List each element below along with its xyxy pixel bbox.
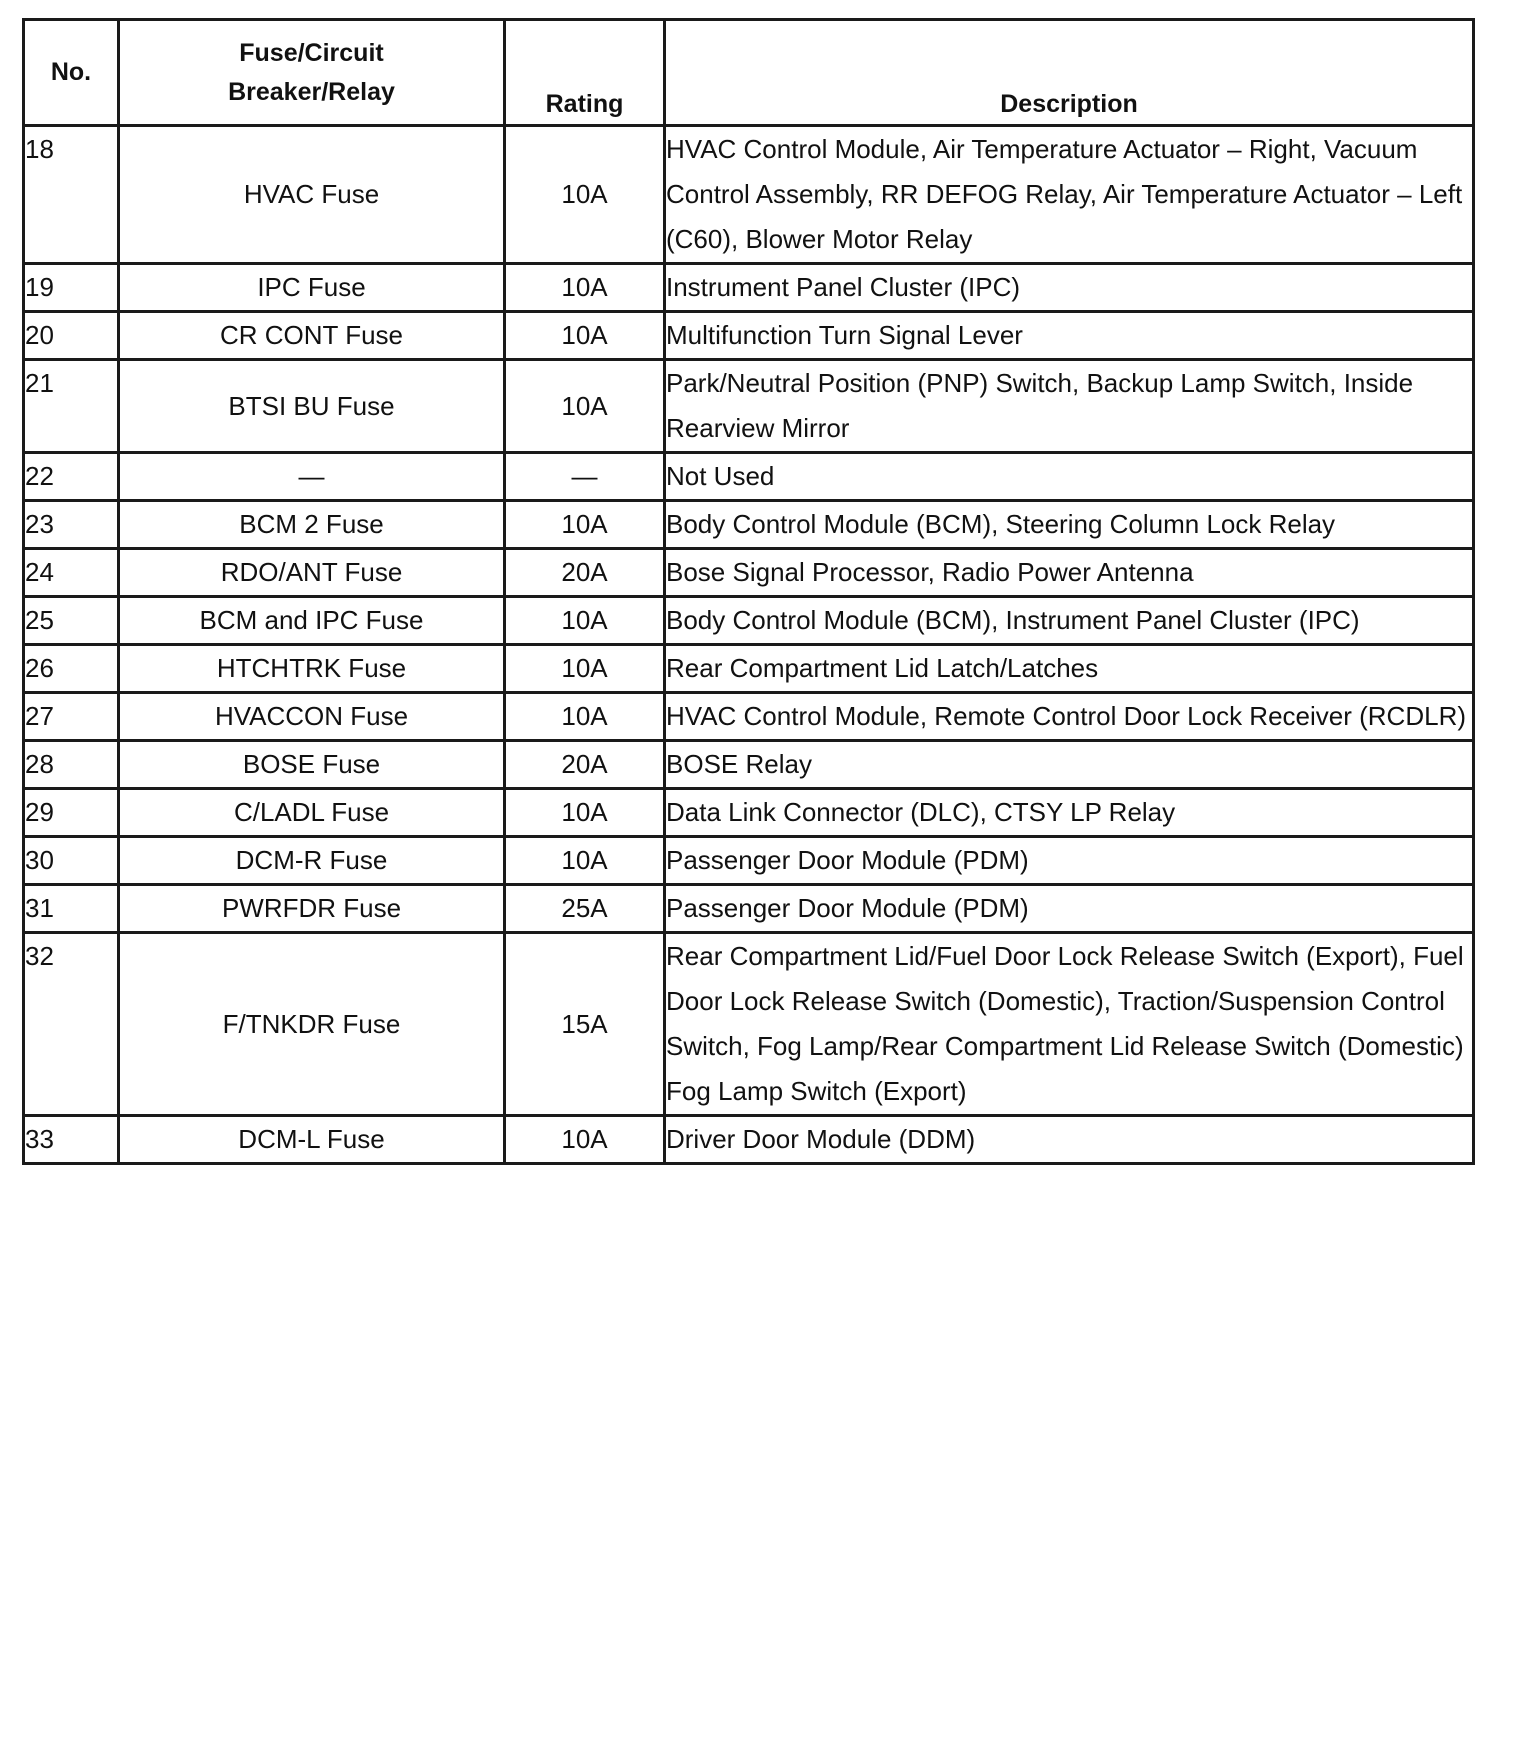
fuse-description: Body Control Module (BCM), Steering Column Lock Relay	[665, 501, 1474, 549]
fuse-number: 31	[24, 885, 119, 933]
fuse-number: 18	[24, 126, 119, 264]
fuse-name: C/LADL Fuse	[119, 789, 505, 837]
fuse-description: HVAC Control Module, Remote Control Door Lock Receiver (RCDLR)	[665, 693, 1474, 741]
fuse-rating: 25A	[505, 885, 665, 933]
table-row	[24, 453, 1474, 501]
fuse-number: 24	[24, 549, 119, 597]
fuse-number: 32	[24, 933, 119, 1116]
fuse-description: Passenger Door Module (PDM)	[665, 837, 1474, 885]
table-row	[24, 693, 1474, 741]
fuse-name: HVAC Fuse	[119, 126, 505, 264]
fuse-name: BOSE Fuse	[119, 741, 505, 789]
fuse-description: Data Link Connector (DLC), CTSY LP Relay	[665, 789, 1474, 837]
fuse-number: 29	[24, 789, 119, 837]
table-row	[24, 312, 1474, 360]
fuse-rating: 10A	[505, 837, 665, 885]
fuse-name: CR CONT Fuse	[119, 312, 505, 360]
fuse-number: 20	[24, 312, 119, 360]
table-row	[24, 126, 1474, 264]
header-row	[24, 20, 1474, 126]
fuse-name: BCM and IPC Fuse	[119, 597, 505, 645]
header-fuse	[119, 20, 505, 126]
header-rating: Rating	[505, 20, 665, 126]
table-row	[24, 360, 1474, 453]
table-row	[24, 264, 1474, 312]
fuse-rating: 15A	[505, 933, 665, 1116]
fuse-rating: —	[505, 453, 665, 501]
fuse-number: 23	[24, 501, 119, 549]
table-body	[24, 126, 1474, 1164]
fuse-description: Multifunction Turn Signal Lever	[665, 312, 1474, 360]
fuse-description: Rear Compartment Lid Latch/Latches	[665, 645, 1474, 693]
fuse-rating: 10A	[505, 693, 665, 741]
fuse-number: 28	[24, 741, 119, 789]
fuse-number: 30	[24, 837, 119, 885]
fuse-name: PWRFDR Fuse	[119, 885, 505, 933]
fuse-description: Bose Signal Processor, Radio Power Antenna	[665, 549, 1474, 597]
fuse-rating: 10A	[505, 312, 665, 360]
fuse-name: BCM 2 Fuse	[119, 501, 505, 549]
table-row	[24, 597, 1474, 645]
header-no: No.	[24, 20, 119, 126]
table-row	[24, 645, 1474, 693]
fuse-number: 26	[24, 645, 119, 693]
fuse-description: Not Used	[665, 453, 1474, 501]
fuse-description: HVAC Control Module, Air Temperature Actuator – Right, Vacuum Control Assembly, RR DEFOG Relay, Air Temperature Actuator – Left (C60), Blower Motor Relay	[665, 126, 1474, 264]
fuse-number: 25	[24, 597, 119, 645]
fuse-rating: 10A	[505, 789, 665, 837]
fuse-name: DCM-R Fuse	[119, 837, 505, 885]
fuse-name: F/TNKDR Fuse	[119, 933, 505, 1116]
fuse-description: Passenger Door Module (PDM)	[665, 885, 1474, 933]
fuse-number: 22	[24, 453, 119, 501]
table-row	[24, 1116, 1474, 1164]
fuse-name: IPC Fuse	[119, 264, 505, 312]
table-row	[24, 741, 1474, 789]
fuse-rating: 10A	[505, 264, 665, 312]
fuse-description: Park/Neutral Position (PNP) Switch, Backup Lamp Switch, Inside Rearview Mirror	[665, 360, 1474, 453]
fuse-number: 19	[24, 264, 119, 312]
fuse-name: HVACCON Fuse	[119, 693, 505, 741]
header-fuse-line2: Breaker/Relay	[228, 77, 395, 106]
fuse-rating: 20A	[505, 549, 665, 597]
fuse-name: —	[119, 453, 505, 501]
table-row	[24, 789, 1474, 837]
table-row	[24, 501, 1474, 549]
table-row	[24, 885, 1474, 933]
fuse-number: 27	[24, 693, 119, 741]
header-fuse-line1: Fuse/Circuit	[239, 38, 384, 67]
fuse-description: Rear Compartment Lid/Fuel Door Lock Release Switch (Export), Fuel Door Lock Release Switch (Domestic), Traction/Suspension Control Switch, Fog Lamp/Rear Compartment Lid Release Switch (Domestic) Fog Lamp Switch (Export)	[665, 933, 1474, 1116]
fuse-rating: 10A	[505, 645, 665, 693]
fuse-rating: 20A	[505, 741, 665, 789]
fuse-description: Instrument Panel Cluster (IPC)	[665, 264, 1474, 312]
fuse-rating: 10A	[505, 1116, 665, 1164]
fuse-number: 21	[24, 360, 119, 453]
fuse-rating: 10A	[505, 501, 665, 549]
fuse-rating: 10A	[505, 126, 665, 264]
fuse-name: BTSI BU Fuse	[119, 360, 505, 453]
fuse-rating: 10A	[505, 360, 665, 453]
fuse-name: HTCHTRK Fuse	[119, 645, 505, 693]
table-row	[24, 837, 1474, 885]
fuse-number: 33	[24, 1116, 119, 1164]
fuse-name: DCM-L Fuse	[119, 1116, 505, 1164]
fuse-description: Body Control Module (BCM), Instrument Panel Cluster (IPC)	[665, 597, 1474, 645]
table-row	[24, 933, 1474, 1116]
fuse-description: BOSE Relay	[665, 741, 1474, 789]
header-description: Description	[665, 20, 1474, 126]
fuse-description: Driver Door Module (DDM)	[665, 1116, 1474, 1164]
table-row	[24, 549, 1474, 597]
fuse-rating: 10A	[505, 597, 665, 645]
fuse-table	[22, 18, 1475, 1165]
fuse-name: RDO/ANT Fuse	[119, 549, 505, 597]
